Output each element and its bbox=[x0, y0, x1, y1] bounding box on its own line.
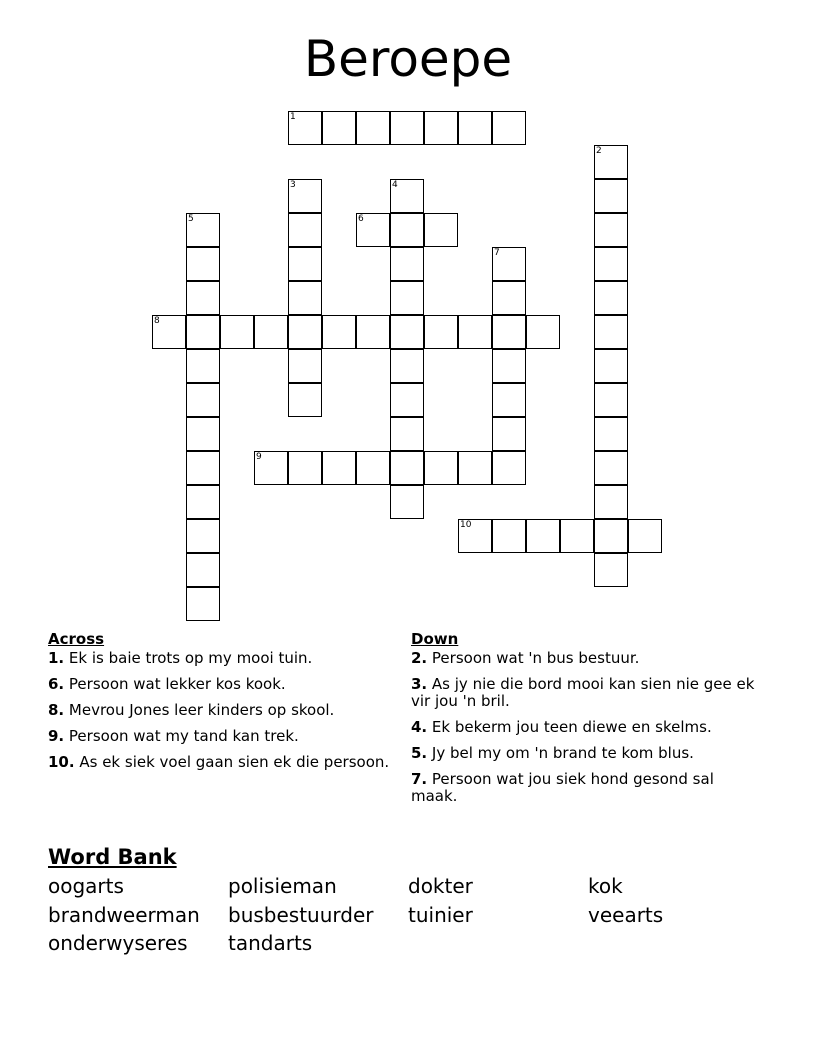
clue-across-10 bbox=[48, 754, 393, 771]
crossword-cell[interactable] bbox=[186, 485, 220, 519]
clue-number: 3. bbox=[411, 675, 428, 693]
crossword-cell[interactable] bbox=[594, 417, 628, 451]
clue-number: 6. bbox=[48, 675, 65, 693]
crossword-cell[interactable] bbox=[254, 315, 288, 349]
clue-down-7 bbox=[411, 771, 756, 805]
clue-number: 4. bbox=[411, 718, 428, 736]
clue-down-2 bbox=[411, 650, 756, 667]
crossword-cell[interactable] bbox=[390, 111, 424, 145]
crossword-cell[interactable] bbox=[390, 485, 424, 519]
crossword-cell[interactable] bbox=[186, 315, 220, 349]
word-bank-item: oogarts bbox=[48, 874, 124, 898]
clue-down-5 bbox=[411, 745, 756, 762]
page-title: Beroepe bbox=[303, 30, 513, 88]
crossword-cell[interactable] bbox=[594, 451, 628, 485]
crossword-cell[interactable] bbox=[390, 349, 424, 383]
crossword-cell[interactable] bbox=[628, 519, 662, 553]
down-clues bbox=[411, 630, 756, 814]
crossword-cell[interactable] bbox=[492, 349, 526, 383]
clue-down-4 bbox=[411, 719, 756, 736]
crossword-cell[interactable] bbox=[288, 349, 322, 383]
crossword-cell[interactable] bbox=[492, 315, 526, 349]
crossword-cell[interactable] bbox=[288, 451, 322, 485]
crossword-cell[interactable] bbox=[424, 111, 458, 145]
crossword-cell[interactable] bbox=[492, 111, 526, 145]
word-bank-item: onderwyseres bbox=[48, 931, 188, 955]
cell-number: 2 bbox=[596, 146, 602, 156]
crossword-cell[interactable] bbox=[356, 451, 390, 485]
crossword-cell[interactable] bbox=[390, 417, 424, 451]
cell-number: 7 bbox=[494, 248, 500, 258]
crossword-cell[interactable] bbox=[526, 519, 560, 553]
crossword-cell[interactable] bbox=[186, 247, 220, 281]
cell-number: 10 bbox=[460, 520, 472, 530]
crossword-cell[interactable] bbox=[594, 145, 628, 179]
crossword-cell[interactable] bbox=[322, 451, 356, 485]
clue-text: Ek bekerm jou teen diewe en skelms. bbox=[431, 718, 712, 736]
cell-number: 4 bbox=[392, 180, 398, 190]
clue-text: Persoon wat my tand kan trek. bbox=[68, 727, 299, 745]
clue-text: Mevrou Jones leer kinders op skool. bbox=[68, 701, 335, 719]
clue-number: 5. bbox=[411, 744, 428, 762]
crossword-cell[interactable] bbox=[356, 111, 390, 145]
crossword-cell[interactable] bbox=[424, 315, 458, 349]
cell-number: 8 bbox=[154, 316, 160, 326]
crossword-cell[interactable] bbox=[390, 383, 424, 417]
clue-number: 10. bbox=[48, 753, 75, 771]
crossword-cell[interactable] bbox=[526, 315, 560, 349]
crossword-cell[interactable] bbox=[390, 451, 424, 485]
clue-text: As ek siek voel gaan sien ek die persoon. bbox=[79, 753, 390, 771]
crossword-cell[interactable] bbox=[356, 213, 390, 247]
crossword-cell[interactable] bbox=[288, 111, 322, 145]
clue-text: Jy bel my om 'n brand te kom blus. bbox=[431, 744, 694, 762]
crossword-cell[interactable] bbox=[492, 519, 526, 553]
crossword-cell[interactable] bbox=[492, 247, 526, 281]
word-bank-item: busbestuurder bbox=[228, 903, 374, 927]
clue-across-1 bbox=[48, 650, 393, 667]
crossword-cell[interactable] bbox=[186, 587, 220, 621]
word-bank-item: dokter bbox=[408, 874, 473, 898]
crossword-cell[interactable] bbox=[594, 281, 628, 315]
crossword-cell[interactable] bbox=[356, 315, 390, 349]
clue-number: 2. bbox=[411, 649, 428, 667]
crossword-cell[interactable] bbox=[254, 451, 288, 485]
crossword-cell[interactable] bbox=[458, 519, 492, 553]
cell-number: 6 bbox=[358, 214, 364, 224]
crossword-cell[interactable] bbox=[288, 383, 322, 417]
crossword-cell[interactable] bbox=[186, 519, 220, 553]
crossword-cell[interactable] bbox=[594, 383, 628, 417]
crossword-cell[interactable] bbox=[594, 247, 628, 281]
crossword-cell[interactable] bbox=[186, 417, 220, 451]
crossword-cell[interactable] bbox=[492, 417, 526, 451]
crossword-cell[interactable] bbox=[390, 315, 424, 349]
crossword-cell[interactable] bbox=[458, 315, 492, 349]
cell-number: 9 bbox=[256, 452, 262, 462]
crossword-cell[interactable] bbox=[186, 213, 220, 247]
crossword-cell[interactable] bbox=[424, 451, 458, 485]
crossword-cell[interactable] bbox=[186, 553, 220, 587]
crossword-cell[interactable] bbox=[186, 383, 220, 417]
cell-number: 5 bbox=[188, 214, 194, 224]
crossword-cell[interactable] bbox=[288, 179, 322, 213]
crossword-cell[interactable] bbox=[322, 315, 356, 349]
word-bank-heading: Word Bank bbox=[48, 845, 177, 869]
crossword-cell[interactable] bbox=[390, 179, 424, 213]
clue-number: 9. bbox=[48, 727, 65, 745]
word-bank-item: polisieman bbox=[228, 874, 337, 898]
crossword-cell[interactable] bbox=[288, 213, 322, 247]
clue-text: Persoon wat 'n bus bestuur. bbox=[431, 649, 640, 667]
clue-number: 8. bbox=[48, 701, 65, 719]
crossword-cell[interactable] bbox=[458, 451, 492, 485]
across-clues bbox=[48, 630, 393, 780]
crossword-cell[interactable] bbox=[186, 451, 220, 485]
clue-down-3 bbox=[411, 676, 756, 710]
crossword-cell[interactable] bbox=[390, 213, 424, 247]
across-heading: Across bbox=[48, 630, 105, 648]
word-bank-item: veearts bbox=[588, 903, 664, 927]
clue-text: Persoon wat jou siek hond gesond sal maak. bbox=[411, 770, 714, 805]
crossword-cell[interactable] bbox=[458, 111, 492, 145]
crossword-cell[interactable] bbox=[594, 519, 628, 553]
crossword-cell[interactable] bbox=[390, 247, 424, 281]
crossword-cell[interactable] bbox=[594, 179, 628, 213]
crossword-cell[interactable] bbox=[220, 315, 254, 349]
crossword-cell[interactable] bbox=[594, 349, 628, 383]
word-bank-item: tandarts bbox=[228, 931, 313, 955]
down-heading: Down bbox=[411, 630, 459, 648]
clue-number: 7. bbox=[411, 770, 428, 788]
clue-across-6 bbox=[48, 676, 393, 693]
word-bank-item: tuinier bbox=[408, 903, 473, 927]
clue-text: Persoon wat lekker kos kook. bbox=[68, 675, 286, 693]
clue-text: Ek is baie trots op my mooi tuin. bbox=[68, 649, 313, 667]
clue-number: 1. bbox=[48, 649, 65, 667]
crossword-cell[interactable] bbox=[492, 383, 526, 417]
crossword-cell[interactable] bbox=[322, 111, 356, 145]
crossword-cell[interactable] bbox=[594, 485, 628, 519]
crossword-cell[interactable] bbox=[492, 451, 526, 485]
word-bank-item: brandweerman bbox=[48, 903, 200, 927]
crossword-cell[interactable] bbox=[492, 281, 526, 315]
cell-number: 1 bbox=[290, 112, 296, 122]
crossword-cell[interactable] bbox=[288, 247, 322, 281]
crossword-cell[interactable] bbox=[152, 315, 186, 349]
crossword-cell[interactable] bbox=[594, 213, 628, 247]
cell-number: 3 bbox=[290, 180, 296, 190]
clue-across-9 bbox=[48, 728, 393, 745]
crossword-cell[interactable] bbox=[594, 315, 628, 349]
crossword-cell[interactable] bbox=[560, 519, 594, 553]
crossword-cell[interactable] bbox=[594, 553, 628, 587]
crossword-cell[interactable] bbox=[390, 281, 424, 315]
clue-text: As jy nie die bord mooi kan sien nie gee ek vir jou 'n bril. bbox=[411, 675, 755, 710]
crossword-cell[interactable] bbox=[288, 315, 322, 349]
clue-across-8 bbox=[48, 702, 393, 719]
crossword-cell[interactable] bbox=[186, 281, 220, 315]
word-bank-item: kok bbox=[588, 874, 623, 898]
crossword-cell[interactable] bbox=[288, 281, 322, 315]
crossword-cell[interactable] bbox=[424, 213, 458, 247]
crossword-cell[interactable] bbox=[186, 349, 220, 383]
